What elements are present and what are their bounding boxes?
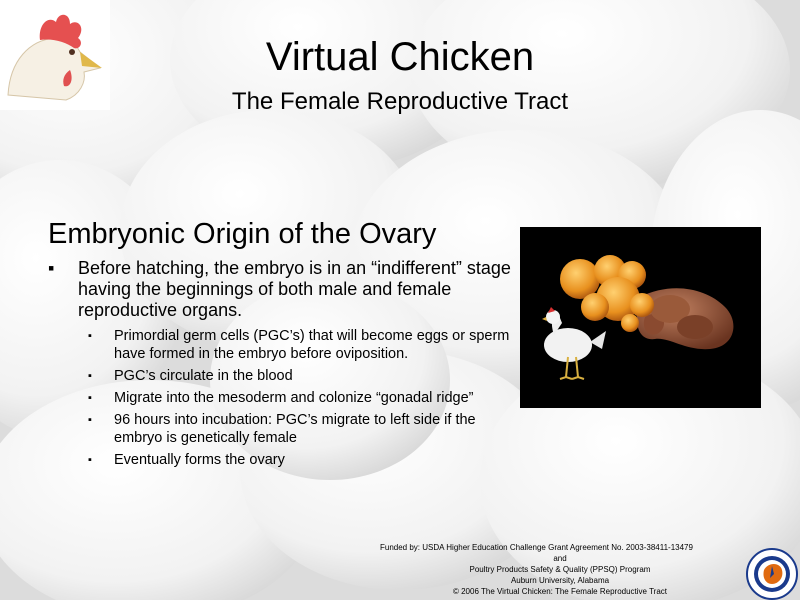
bullet-icon: ▪ (88, 454, 92, 466)
sub-bullet-text: Primordial germ cells (PGC’s) that will become eggs or sperm have formed in the embryo before oviposition. (114, 328, 510, 362)
bullet-list (48, 258, 518, 473)
footer-credits (380, 542, 740, 597)
reproductive-tract-image (520, 227, 761, 408)
slide-title: Virtual Chicken (265, 35, 535, 79)
bullet-icon: ▪ (88, 414, 92, 426)
slide-subtitle: The Female Reproductive Tract (231, 88, 569, 115)
sub-bullet-text: Eventually forms the ovary (114, 452, 285, 468)
footer-university: Auburn University, Alabama (510, 576, 610, 585)
footer-program: Poultry Products Safety & Quality (PPSQ) Program (469, 565, 651, 574)
footer-copyright: © 2006 The Virtual Chicken: The Female Reproductive Tract (452, 587, 667, 596)
sub-bullet (84, 367, 518, 385)
funding-line: Funded by: USDA Higher Education Challenge Grant Agreement No. 2003-38411-13479 (380, 543, 693, 552)
hen-and-tract-illustration (520, 227, 761, 408)
main-bullet (48, 258, 518, 321)
footer-and: and (553, 554, 567, 563)
sub-bullet-text: 96 hours into incubation: PGC’s migrate to left side if the embryo is genetically female (114, 412, 476, 446)
main-bullet-text: Before hatching, the embryo is in an “indifferent” stage having the beginnings of both male and female reproductive organs. (78, 258, 511, 320)
sub-bullet (84, 327, 518, 363)
sub-bullet (84, 411, 518, 447)
bullet-icon: ▪ (88, 330, 92, 342)
sub-bullet (84, 389, 518, 407)
bullet-icon: ▪ (48, 258, 55, 278)
ppsq-seal-logo (746, 548, 798, 600)
bullet-icon: ▪ (88, 370, 92, 382)
section-heading: Embryonic Origin of the Ovary (48, 218, 437, 250)
sub-bullet-text: Migrate into the mesoderm and colonize “gonadal ridge” (114, 390, 474, 406)
sub-bullet-list (48, 327, 518, 469)
sub-bullet (84, 451, 518, 469)
sub-bullet-text: PGC’s circulate in the blood (114, 368, 293, 384)
bullet-icon: ▪ (88, 392, 92, 404)
